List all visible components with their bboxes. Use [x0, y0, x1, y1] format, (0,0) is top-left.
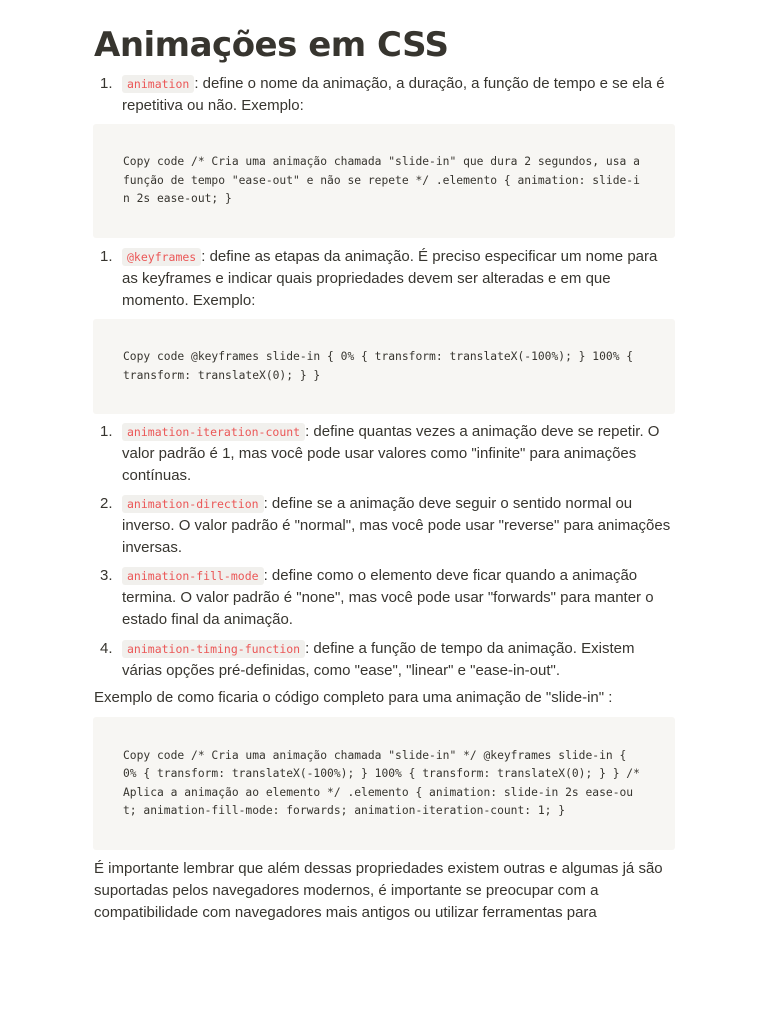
list-item-timing-function [94, 638, 674, 682]
paragraph-conclusion: É importante lembrar que além dessas propriedades existem outras e algumas já são suportadas pelos navegadores modernos, é importante se preocupar com a compatibilidade com navegadores mais antigos ou utilizar ferramentas para [94, 860, 663, 921]
list-number: 1. [100, 75, 113, 92]
inline-code: animation-timing-function [122, 640, 305, 658]
item-description: : define a função de tempo da animação. Existem várias opções pré-definidas, como "ease", "linear" e "ease-in-out". [122, 640, 635, 679]
inline-code: animation-iteration-count [122, 423, 305, 441]
page-title: Animações em CSS [94, 25, 449, 65]
list-item-iteration-count [94, 421, 674, 487]
list-number: 1. [100, 423, 113, 440]
code-content: Copy code /* Cria uma animação chamada "slide-in" que dura 2 segundos, usa a função de tempo "ease-out" e não se repete */ .elemento { animation: slide-in 2s ease-out; } [123, 155, 647, 206]
paragraph-example-intro: Exemplo de como ficaria o código completo para uma animação de "slide-in" : [94, 689, 613, 706]
list-number: 3. [100, 567, 113, 584]
inline-code: animation-direction [122, 495, 264, 513]
list-item-text [122, 565, 674, 631]
list-number: 4. [100, 640, 113, 657]
list-item-text [122, 493, 674, 559]
inline-code: animation [122, 75, 194, 93]
code-content: Copy code @keyframes slide-in { 0% { transform: translateX(-100%); } 100% { transform: translateX(0); } } [123, 350, 640, 382]
item-description: : define se a animação deve seguir o sentido normal ou inverso. O valor padrão é "normal", mas você pode usar "reverse" para animações inversas. [122, 495, 671, 556]
item-description: : define quantas vezes a animação deve se repetir. O valor padrão é 1, mas você pode usar valores como "infinite" para animações contínuas. [122, 423, 660, 484]
inline-code: @keyframes [122, 248, 201, 266]
code-block[interactable] [93, 717, 675, 850]
list-number: 1. [100, 248, 113, 265]
list-item-text [122, 638, 674, 682]
code-block[interactable] [93, 319, 675, 414]
code-content: Copy code /* Cria uma animação chamada "slide-in" */ @keyframes slide-in { 0% { transform: translateX(-100%); } 100% { transform: translateX(0); } } /* Aplica a animação ao elemento */ .elemento { animation: slide-in 2s ease-out; animation-fill-mode: forwards; animation-iteration-count: 1; } [123, 748, 647, 817]
list-item-text [122, 421, 674, 487]
inline-code: animation-fill-mode [122, 567, 264, 585]
item-description: : define as etapas da animação. É preciso especificar um nome para as keyframes e indicar quais propriedades devem ser alteradas e em que momento. Exemplo: [122, 248, 658, 309]
list-item-text [122, 246, 674, 312]
item-description: : define o nome da animação, a duração, a função de tempo e se ela é repetitiva ou não. Exemplo: [122, 75, 665, 114]
list-item-direction [94, 493, 674, 559]
item-description: : define como o elemento deve ficar quando a animação termina. O valor padrão é "none", mas você pode usar "forwards" para manter o estado final da animação. [122, 567, 654, 628]
list-item-text [122, 73, 674, 117]
list-item-fill-mode [94, 565, 674, 631]
list-number: 2. [100, 495, 113, 512]
code-block[interactable] [93, 124, 675, 238]
list-item-animation [94, 73, 674, 117]
list-item-keyframes [94, 246, 674, 312]
